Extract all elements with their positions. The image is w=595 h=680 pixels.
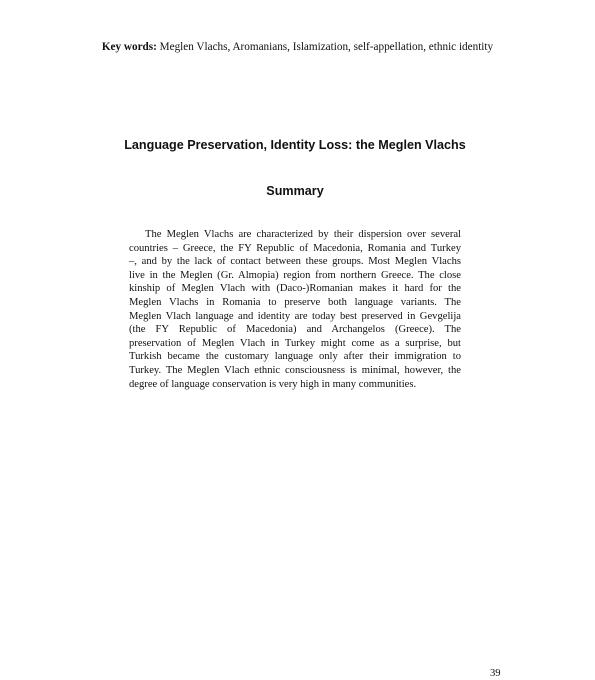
keywords-line (0, 40, 595, 54)
summary-line: degree of language conservation is very high in many communities. (129, 378, 417, 390)
summary-line: (the FY Republic of Macedonia) and Archangelos (Greece). The (129, 324, 461, 336)
summary-line: Meglen Vlachs in Romania to preserve both language variants. The (129, 296, 461, 308)
summary-line: kinship of Meglen Vlach with (Daco-)Romanian makes it hard for the (129, 283, 461, 295)
summary-heading: Summary (266, 184, 324, 198)
summary-line: The Meglen Vlachs are characterized by their dispersion over several (145, 229, 461, 240)
page-title: Language Preservation, Identity Loss: the Meglen Vlachs (124, 138, 466, 152)
summary-line: Turkish became the customary language only after their immigration to (129, 351, 461, 363)
summary-line: preservation of Meglen Vlach in Turkey might come as a surprise, but (129, 337, 461, 349)
summary-paragraph (129, 228, 461, 391)
keywords-text: Meglen Vlachs, Aromanians, Islamization, self-appellation, ethnic identity (156, 41, 494, 53)
summary-line: Turkey. The Meglen Vlach ethnic consciousness is minimal, however, the (129, 364, 461, 376)
summary-line: countries – Greece, the FY Republic of Macedonia, Romania and Turkey (129, 242, 461, 254)
summary-line: live in the Meglen (Gr. Almopia) region from northern Greece. The close (129, 269, 461, 281)
keywords-label: Key words: (101, 41, 157, 53)
summary-line: –, and by the lack of contact between these groups. Most Meglen Vlachs (129, 256, 461, 268)
summary-line: Meglen Vlach language and identity are today best preserved in Gevgelija (129, 310, 461, 322)
page-number: 39 (490, 668, 501, 679)
